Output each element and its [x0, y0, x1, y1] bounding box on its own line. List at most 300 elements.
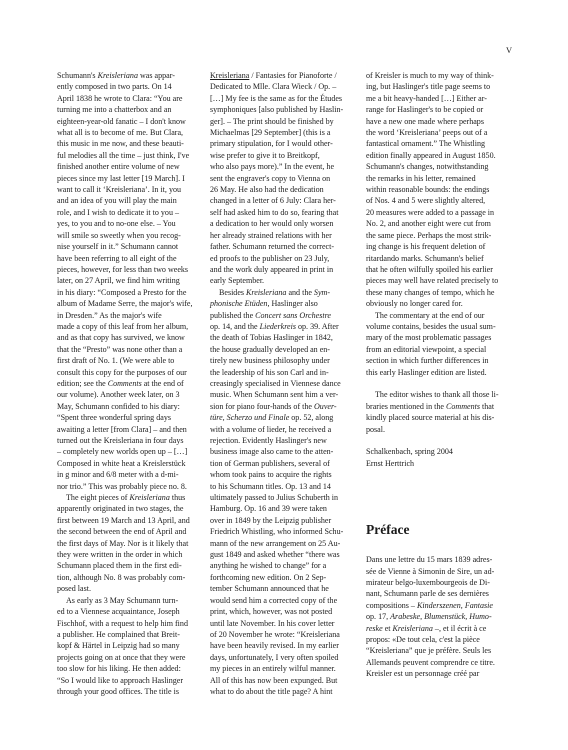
text-run: yes, to you and to no-one else. – You	[57, 219, 176, 229]
text-run: symphoniques [also published by Haslin-	[210, 105, 344, 115]
text-run: ultimately passed to Julius Schuberth in	[210, 493, 339, 503]
text-line	[57, 230, 193, 241]
text-line	[366, 367, 504, 378]
text-run: these many changes of tempo, which he	[366, 287, 495, 297]
text-run: of 20 November he wrote: “Kreisleriana	[210, 629, 340, 639]
signoff-author: Ernst Herttrich	[366, 458, 415, 468]
text-run: Fischhof, with a request to help him find	[57, 618, 188, 628]
text-line	[57, 207, 193, 218]
text-run: the same piece. Perhaps the most strik-	[366, 230, 492, 240]
text-run: pieces since my last letter [19 March]. I	[57, 173, 185, 183]
italic-title: Kinderszenen	[416, 600, 461, 610]
text-line	[57, 195, 193, 206]
text-line	[210, 287, 348, 298]
text-line	[210, 686, 348, 697]
text-line	[57, 127, 193, 138]
text-line	[57, 469, 193, 480]
text-line	[366, 310, 504, 321]
text-line	[57, 492, 193, 503]
text-line	[210, 549, 348, 560]
text-line	[210, 629, 348, 640]
text-run: too slow for his liking. He then added:	[57, 664, 181, 674]
text-run: et	[382, 623, 393, 633]
text-line	[57, 640, 193, 651]
text-line	[57, 241, 193, 252]
text-line	[210, 412, 348, 423]
text-run: later, on 27 April, we find him writing	[57, 276, 180, 286]
text-line	[210, 652, 348, 663]
text-line	[366, 230, 504, 241]
text-line	[57, 446, 193, 457]
text-run: fantastical ornament.” The Whistling	[366, 139, 486, 149]
text-line	[57, 583, 193, 594]
acknowledgements	[366, 389, 504, 435]
text-line	[57, 104, 193, 115]
text-run: Composed in white heat a Kreislerstück	[57, 458, 186, 468]
text-run: primary stipulation, for I would other-	[210, 139, 333, 149]
text-run: was appar-	[137, 71, 175, 80]
text-run: the second between the end of April and	[57, 527, 187, 537]
text-run: the first days of May. Nor is it likely that	[57, 538, 189, 548]
text-line	[366, 93, 504, 104]
text-run: The commentary at the end of our	[375, 310, 485, 320]
text-run: a dedication to her would only worsen	[210, 219, 334, 229]
signoff-place-date: Schalkenbach, spring 2004	[366, 447, 453, 457]
text-run: ing, but Haslinger's title page seems to	[366, 82, 491, 92]
text-run: me a bit heavy-handed […] Either ar-	[366, 93, 487, 103]
text-run: , Haslinger also	[267, 299, 318, 309]
text-line	[366, 81, 504, 92]
text-run: turning me into a chatterbox and an	[57, 105, 172, 115]
text-run: pieces may well have related precisely to	[366, 276, 499, 286]
text-run: – completely new worlds open up – […]	[57, 447, 188, 457]
text-run: what all is to become of me. But Clara,	[57, 128, 184, 138]
text-line	[366, 634, 504, 645]
text-line	[210, 435, 348, 446]
text-line	[210, 310, 348, 321]
text-run: the leadership of his son Carl and in-	[210, 367, 329, 377]
text-line	[366, 127, 504, 138]
text-run: with a volume of lieder, he received a	[210, 424, 332, 434]
text-line	[57, 481, 193, 492]
text-run: who also pays more).” In the event, he	[210, 162, 335, 172]
text-run: consult this copy for the purposes of our	[57, 367, 187, 377]
text-run: nise yourself in it.” Schumann cannot	[57, 242, 179, 252]
text-run: sent the engraver's copy to Vienna on	[210, 173, 331, 183]
text-line	[210, 298, 348, 309]
text-run: op. 17,	[366, 612, 391, 622]
text-line	[366, 412, 504, 423]
text-line	[366, 668, 504, 679]
text-line	[366, 264, 504, 275]
text-line	[57, 663, 193, 674]
text-run: sée de Vienne à Simonin de Sire, un ad-	[366, 566, 495, 576]
text-line	[57, 675, 193, 686]
text-run: kindly placed source material at his dis-	[366, 413, 495, 423]
text-run: / Fantasies for Pianoforte /	[249, 71, 337, 80]
text-line	[57, 116, 193, 127]
text-run: and an idea of you will play the main	[57, 196, 177, 206]
text-line	[366, 389, 504, 400]
text-line	[366, 218, 504, 229]
text-run: Dedicated to Mlle. Clara Wieck / Op. –	[210, 82, 337, 92]
text-run: have a new one made where perhaps	[366, 116, 484, 126]
italic-title: phonische Etüden	[210, 299, 268, 309]
text-line	[57, 412, 193, 423]
text-line	[210, 424, 348, 435]
text-run: obviously no longer cared for.	[366, 299, 463, 309]
text-run: pieces, however, for less than two weeks	[57, 264, 189, 274]
text-run: the house gradually developed an en-	[210, 344, 330, 354]
text-run: creasingly specialised in Viennese dance	[210, 378, 341, 388]
signoff	[366, 446, 504, 469]
text-run: until late November. In his cover letter	[210, 618, 335, 628]
text-run: of Nos. 4 and 5 were slightly altered,	[366, 196, 486, 206]
text-line	[210, 275, 348, 286]
text-line	[210, 161, 348, 172]
text-line	[57, 173, 193, 184]
text-line	[57, 93, 193, 104]
text-line	[57, 401, 193, 412]
text-run: Besides	[219, 287, 247, 297]
text-run: April 1838 he wrote to Clara: “You are	[57, 93, 183, 103]
text-line	[57, 150, 193, 161]
text-line	[366, 70, 504, 81]
text-line	[210, 138, 348, 149]
text-run: whom took pains to acquire the rights	[210, 470, 332, 480]
column-2	[210, 70, 348, 697]
text-run: ing change is his frequent deletion of	[366, 242, 486, 252]
text-line	[57, 344, 193, 355]
text-run: edition finally appeared in August 1850.	[366, 150, 496, 160]
text-run: As early as 3 May Schumann turn-	[66, 595, 179, 605]
text-line	[210, 389, 348, 400]
text-run: “So I would like to approach Haslinger	[57, 675, 184, 685]
text-line	[366, 298, 504, 309]
text-run: to his Schumann titles. Op. 13 and 14	[210, 481, 331, 491]
text-line	[366, 173, 504, 184]
text-line	[57, 367, 193, 378]
text-line	[366, 184, 504, 195]
text-line	[210, 503, 348, 514]
text-line	[57, 549, 193, 560]
text-run: ently composed in two parts. On 14	[57, 82, 172, 92]
text-run: our volume). Another week later, on 3	[57, 390, 180, 400]
text-run: my pieces in an entirely wilful manner.	[210, 664, 336, 674]
text-line	[57, 70, 193, 81]
text-run: section in which further differences in	[366, 356, 489, 366]
text-line	[210, 116, 348, 127]
text-line	[210, 321, 348, 332]
text-run: nor trio.” This was probably piece no. 8.	[57, 481, 187, 491]
text-line	[366, 207, 504, 218]
text-run: Allemands peuvent comprendre ce titre.	[366, 657, 495, 667]
text-run: posal.	[366, 424, 385, 434]
text-run: Schumann's changes, notwithstanding	[366, 162, 489, 172]
text-line	[210, 481, 348, 492]
text-run: mann of the new arrangement on 25 Au-	[210, 538, 341, 548]
text-line	[210, 367, 348, 378]
text-run: forthcoming new edition. On 2 Sep-	[210, 572, 327, 582]
text-line	[366, 588, 504, 599]
text-line	[366, 623, 504, 634]
text-run: in his diary: “Composed a Presto for the	[57, 287, 187, 297]
text-run: turned out the Kreisleriana in four days	[57, 436, 184, 445]
italic-title: Comments	[446, 401, 480, 411]
text-line	[366, 424, 504, 435]
text-run: in g minor and 6/8 meter with a d-mi-	[57, 470, 179, 480]
text-run: sion for piano four-hands of the	[210, 401, 314, 411]
text-run: Hamburg. Op. 16 and 39 were taken	[210, 504, 327, 514]
text-run: first draft of No. 1. (We were able to	[57, 356, 175, 366]
text-line	[57, 321, 193, 332]
text-run: Schumann placed them in the first edi-	[57, 561, 182, 571]
text-run: self had asked him to do so, fearing that	[210, 207, 339, 217]
text-run: first between 19 March and 13 April, and	[57, 515, 190, 525]
italic-title: Humo-	[469, 612, 492, 622]
text-line	[366, 657, 504, 668]
text-run: ,	[460, 600, 465, 610]
french-preface-text	[366, 554, 504, 679]
text-run: nant, Schumann parle de ses dernières	[366, 589, 489, 599]
text-line	[210, 378, 348, 389]
text-line	[366, 116, 504, 127]
text-line	[57, 618, 193, 629]
text-run: tember Schumann announced that he	[210, 584, 329, 594]
text-line	[57, 526, 193, 537]
text-run: apparently originated in two stages, the	[57, 504, 184, 514]
text-run: tion, although No. 8 was probably com-	[57, 572, 186, 582]
text-line	[366, 401, 504, 412]
text-run: 20 measures were added to a passage in	[366, 207, 495, 217]
text-line	[57, 458, 193, 469]
italic-title: türe, Scherzo und Finale	[210, 413, 290, 423]
text-run: album of Madame Serre, the major's wife,	[57, 299, 193, 309]
page-number: V	[506, 46, 513, 55]
text-line	[57, 560, 193, 571]
text-run: posed last.	[57, 584, 91, 594]
text-line	[210, 595, 348, 606]
text-run: this early Haslinger edition are listed.	[366, 367, 487, 377]
text-line	[210, 446, 348, 457]
italic-title: Arabeske	[390, 612, 421, 622]
text-line	[366, 554, 504, 565]
text-run: made a copy of this leaf from her album,	[57, 321, 189, 331]
text-line	[57, 686, 193, 697]
text-line	[57, 538, 193, 549]
text-line	[366, 611, 504, 622]
text-line	[57, 424, 193, 435]
text-line	[366, 645, 504, 656]
text-run: have been referring to all eight of the	[57, 253, 177, 263]
text-run: The editor wishes to thank all those li-	[375, 390, 499, 400]
text-line	[57, 253, 193, 264]
text-line	[366, 161, 504, 172]
text-line	[210, 401, 348, 412]
preface-heading: Préface	[366, 522, 410, 538]
italic-title: Sym-	[313, 287, 331, 297]
text-run: projects going on at once that they were	[57, 652, 186, 662]
text-line	[366, 577, 504, 588]
text-run: awaiting a letter [from Clara] – and then	[57, 424, 187, 434]
text-run: this music in me now, and these beauti-	[57, 139, 184, 149]
text-line	[57, 378, 193, 389]
text-run: range for Haslinger's to be copied or	[366, 105, 484, 115]
text-run: –, et il écrit à ce	[432, 623, 487, 633]
text-run: the remarks in his letter, remained	[366, 173, 476, 183]
text-line	[57, 138, 193, 149]
text-line	[366, 355, 504, 366]
text-run: days, unfortunately, I very often spoiled	[210, 652, 339, 662]
text-line	[210, 218, 348, 229]
column-3	[366, 70, 504, 680]
italic-title: Ouver-	[313, 401, 337, 411]
text-run: will smile so sweetly when you recog-	[57, 230, 181, 240]
text-line	[210, 606, 348, 617]
text-line	[210, 173, 348, 184]
text-line	[57, 629, 193, 640]
text-run: No. 2, and another eight were cut from	[366, 219, 491, 229]
text-run: and as that copy has survived, we know	[57, 333, 185, 343]
text-line	[57, 298, 193, 309]
text-run: braries mentioned in the	[366, 401, 446, 411]
italic-title: Concert sans Orchestre	[255, 310, 331, 320]
italic-title: Comments	[107, 378, 142, 388]
text-line	[210, 572, 348, 583]
text-run: want to call it ‘Kreisleriana’. In it, you	[57, 185, 182, 195]
text-line	[57, 652, 193, 663]
text-run: the death of Tobias Haslinger in 1842,	[210, 333, 333, 343]
text-line	[210, 492, 348, 503]
text-run: have been heavily revised. In my earlier	[210, 641, 339, 651]
text-line	[57, 310, 193, 321]
text-run: op. 39. After	[295, 321, 339, 331]
text-line	[210, 344, 348, 355]
text-run: changed in a letter of 6 July: Clara her-	[210, 196, 336, 206]
text-line	[210, 458, 348, 469]
text-run: role, and I wish to dedicate it to you –	[57, 207, 180, 217]
text-run: Friedrich Whistling, who informed Schu-	[210, 527, 344, 537]
text-run: at the end of	[141, 378, 184, 388]
text-run: of Kreisler is much to my way of think-	[366, 71, 494, 80]
text-run: and the	[286, 287, 314, 297]
text-line	[210, 230, 348, 241]
text-run: Kreisler est un personnage créé par	[366, 669, 480, 679]
text-run: ritardando marks. Schumann's belief	[366, 253, 484, 263]
text-run: music. When Schumann sent him a ver-	[210, 390, 339, 400]
text-line	[210, 195, 348, 206]
text-line	[210, 241, 348, 252]
text-line	[210, 663, 348, 674]
text-run: Dans une lettre du 15 mars 1839 adres-	[366, 555, 493, 565]
column-1	[57, 70, 193, 697]
italic-title: Kreisleriana	[246, 287, 287, 297]
text-line	[210, 640, 348, 651]
text-run: tirely new business philosophy under	[210, 356, 330, 366]
text-run: within reasonable bounds: the endings	[366, 185, 490, 195]
text-run: kopf & Härtel in Leipzig had so many	[57, 641, 180, 651]
text-run: ed proofs to the publisher on 23 July,	[210, 253, 330, 263]
text-line	[57, 515, 193, 526]
text-run: print, which, however, was not posted	[210, 607, 333, 617]
italic-title: reske	[366, 623, 383, 633]
text-line	[210, 469, 348, 480]
text-run: 26 May. He also had the dedication	[210, 185, 324, 195]
text-run: thus	[169, 493, 186, 503]
text-line	[57, 572, 193, 583]
text-run: ed to a Viennese acquaintance, Joseph	[57, 607, 180, 617]
text-run: mirateur belgo-luxembourgeois de Di-	[366, 578, 490, 587]
italic-title: Kreisleriana	[97, 71, 138, 80]
text-line	[210, 332, 348, 343]
text-line	[210, 127, 348, 138]
text-run: they were written in the order in which	[57, 550, 183, 560]
text-run: through your good offices. The title is	[57, 686, 179, 696]
text-line	[210, 184, 348, 195]
text-line	[210, 355, 348, 366]
text-run: compositions –	[366, 600, 417, 610]
text-run: eighteen-year-old fanatic – I don't know	[57, 116, 186, 126]
text-run: wise prefer to give it to Breitkopf,	[210, 150, 320, 160]
text-line	[57, 595, 193, 606]
text-line	[210, 207, 348, 218]
text-run: ger]. – The print should be finished by	[210, 116, 334, 126]
text-run: in Dresden.” As the major's wife	[57, 310, 162, 320]
text-line	[210, 583, 348, 594]
text-line	[210, 264, 348, 275]
text-line	[366, 321, 504, 332]
text-line	[210, 93, 348, 104]
text-line	[57, 435, 193, 446]
text-run: op. 52, along	[289, 413, 334, 423]
text-run: volume contains, besides the usual sum-	[366, 321, 496, 331]
text-run: over in 1849 by the Leipzig publisher	[210, 515, 332, 525]
text-line	[210, 150, 348, 161]
text-line	[210, 560, 348, 571]
text-run: that	[479, 401, 495, 411]
text-line	[366, 253, 504, 264]
italic-title: Kreisleriana	[392, 623, 433, 633]
text-run: what to do about the title page? A hint	[210, 686, 333, 696]
text-run: “Spent three wonderful spring days	[57, 413, 171, 423]
text-run: mary of the most problematic passages	[366, 333, 492, 343]
text-run: ,	[465, 612, 470, 622]
text-line	[57, 275, 193, 286]
text-line	[366, 332, 504, 343]
text-run: the word ‘Kreisleriana’ peeps out of a	[366, 128, 488, 138]
text-line	[366, 104, 504, 115]
text-line	[210, 526, 348, 537]
text-line	[210, 538, 348, 549]
text-line	[57, 355, 193, 366]
text-run: her already strained relations with her	[210, 230, 332, 240]
text-line	[210, 70, 348, 81]
text-run: a publisher. He complained that Breit-	[57, 629, 180, 639]
text-run: published the	[210, 310, 256, 320]
text-run: rejection. Evidently Haslinger's new	[210, 436, 327, 445]
text-line	[57, 287, 193, 298]
text-run: that the “Presto” was none other than a	[57, 344, 183, 354]
text-run: tion of German publishers, several of	[210, 458, 330, 468]
text-run: […] My fee is the same as for the Études	[210, 93, 343, 103]
text-run: op. 14, and the	[210, 321, 260, 331]
text-line	[210, 675, 348, 686]
italic-title: Kreisleriana	[129, 493, 170, 503]
italic-title: Liederkreis	[259, 321, 296, 331]
text-run: anything he wished to change” for a	[210, 561, 327, 571]
text-line	[57, 332, 193, 343]
text-run: that he often wilfully spoiled his earlier	[366, 264, 493, 274]
